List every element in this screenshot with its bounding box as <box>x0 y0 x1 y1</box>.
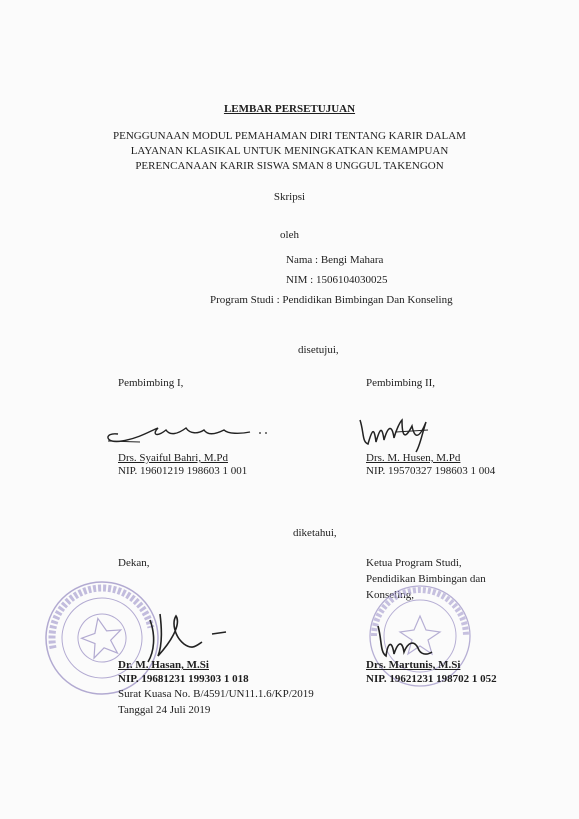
known-label: diketahui, <box>293 527 337 539</box>
head-role-line-2: Pendidikan Bimbingan dan <box>366 573 486 585</box>
subtitle-line-3: PERENCANAAN KARIR SISWA SMAN 8 UNGGUL TAKENGON <box>135 160 444 172</box>
advisor1-name: Drs. Syaiful Bahri, M.Pd <box>118 452 228 464</box>
head-name: Drs. Martunis, M.Si <box>366 659 461 671</box>
dean-letter: Surat Kuasa No. B/4591/UN11.1.6/KP/2019 <box>118 688 314 700</box>
advisor1-nip: NIP. 19601219 198603 1 001 <box>118 465 248 477</box>
dean-name: Dr. M. Hasan, M.Si <box>118 659 209 671</box>
by-label: oleh <box>280 229 299 241</box>
author-program: Program Studi : Pendidikan Bimbingan Dan Konseling <box>210 294 453 306</box>
advisor1-role: Pembimbing I, <box>118 377 184 389</box>
dean-role: Dekan, <box>118 557 150 569</box>
head-nip: NIP. 19621231 198702 1 052 <box>366 673 497 685</box>
advisor2-name: Drs. M. Husen, M.Pd <box>366 452 461 464</box>
approved-label: disetujui, <box>298 344 339 356</box>
doc-type: Skripsi <box>273 191 306 203</box>
subtitle-line-2: LAYANAN KLASIKAL UNTUK MENINGKATKAN KEMAMPUAN <box>130 145 449 157</box>
subtitle-line-1: PENGGUNAAN MODUL PEMAHAMAN DIRI TENTANG KARIR DALAM <box>113 130 466 142</box>
author-name: Nama : Bengi Mahara <box>286 254 384 266</box>
dean-signature <box>136 606 246 666</box>
advisor2-signature <box>356 412 446 457</box>
dean-nip: NIP. 19681231 199303 1 018 <box>118 673 249 685</box>
head-role-line-1: Ketua Program Studi, <box>366 557 462 569</box>
head-role-line-3: Konseling, <box>366 589 414 601</box>
dean-date: Tanggal 24 Juli 2019 <box>118 704 211 716</box>
author-nim: NIM : 1506104030025 <box>286 274 388 286</box>
advisor2-nip: NIP. 19570327 198603 1 004 <box>366 465 496 477</box>
document-title: LEMBAR PERSETUJUAN <box>223 103 356 115</box>
advisor2-role: Pembimbing II, <box>366 377 436 389</box>
advisor1-signature <box>100 414 280 454</box>
